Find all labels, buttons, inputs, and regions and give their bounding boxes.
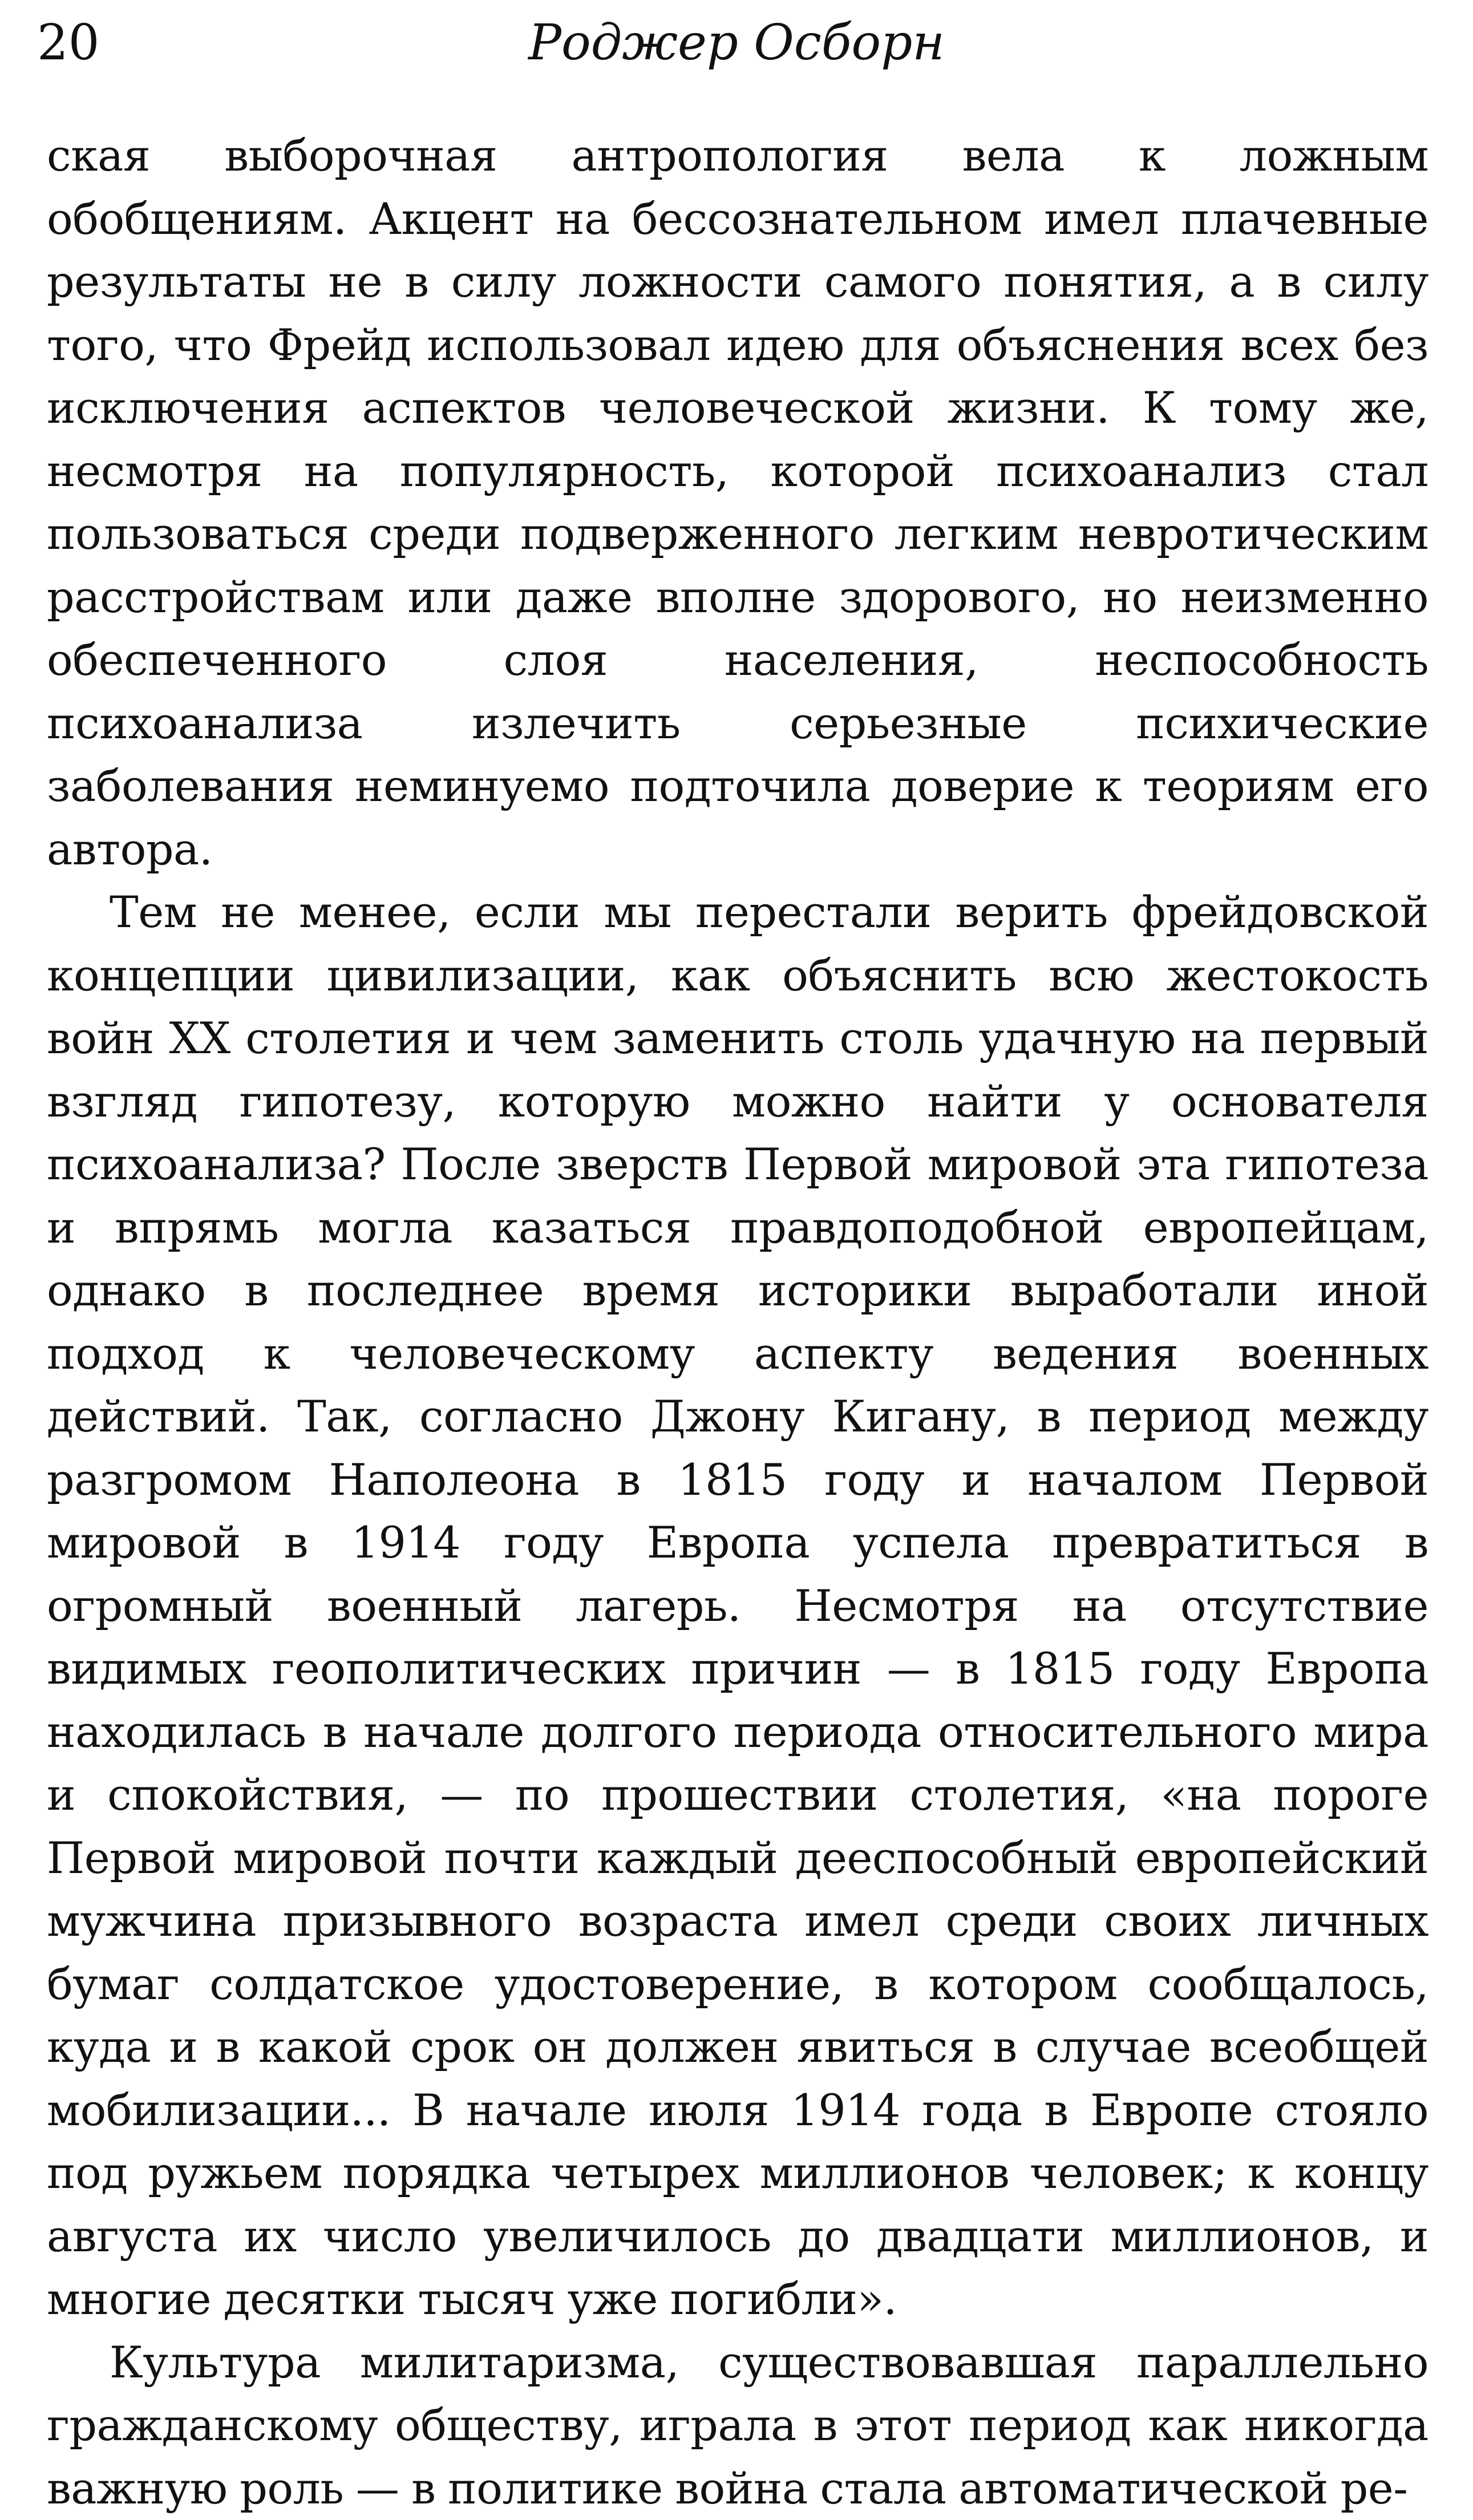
- paragraph-militarism: Культура милитаризма, существовавшая параллельно гражданскому обществу, играла в этот период как никогда важную роль — в политике война стала автоматической ре-: [47, 2331, 1429, 2520]
- running-head: [37, 11, 1436, 74]
- page-number: 20: [37, 11, 99, 74]
- body-text: [47, 124, 1429, 2520]
- running-title: Роджер Осборн: [37, 11, 1436, 74]
- paragraph-continuation: ская выборочная антропология вела к ложным обобщениям. Акцент на бессознательном имел плачевные результаты не в силу ложности самого понятия, а в силу того, что Фрейд использовал идею для объяснения всех без исключения аспектов человеческой жизни. К тому же, несмотря на популярность, которой психоанализ стал пользоваться среди подверженного легким невротическим расстройствам или даже вполне здорового, но неизменно обеспеченного слоя населения, неспособность психоанализа излечить серьезные психические заболевания неминуемо подточила доверие к теориям его автора.: [47, 124, 1429, 881]
- paragraph-war-hypothesis: Тем не менее, если мы перестали верить фрейдовской концепции цивилизации, как объяснить всю жестокость войн XX столетия и чем заменить столь удачную на первый взгляд гипотезу, которую можно найти у основателя психоанализа? После зверств Первой мировой эта гипотеза и впрямь могла казаться правдоподобной европейцам, однако в последнее время историки выработали иной подход к человеческому аспекту ведения военных действий. Так, согласно Джону Кигану, в период между разгромом Наполеона в 1815 году и началом Первой мировой в 1914 году Европа успела превратиться в огромный военный лагерь. Несмотря на отсутствие видимых геополитических причин — в 1815 году Европа находилась в начале долгого периода относительного мира и спокойствия, — по прошествии столетия, «на пороге Первой мировой почти каждый дееспособный европейский мужчина призывного возраста имел среди своих личных бумаг солдатское удостоверение, в котором сообщалось, куда и в какой срок он должен явиться в случае всеобщей мобилизации... В начале июля 1914 года в Европе стояло под ружьем порядка четырех миллионов человек; к концу августа их число увеличилось до двадцати миллионов, и многие десятки тысяч уже погибли».: [47, 881, 1429, 2331]
